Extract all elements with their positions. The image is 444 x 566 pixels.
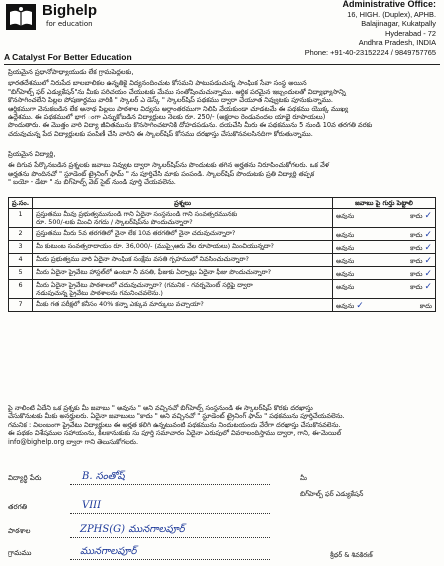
school-label: పాఠశాల xyxy=(8,527,31,535)
question-cell xyxy=(33,241,333,254)
tagline: A Catalyst For Better Education xyxy=(4,52,132,62)
table-row xyxy=(9,254,436,267)
col-header-answer: జవాబు పై గుర్తు పెట్టాలి xyxy=(333,198,436,209)
question-cell xyxy=(33,299,333,312)
village-label: గ్రామము xyxy=(8,549,32,557)
office-phone: Phone: +91-40-23152224 / 9849757765 xyxy=(304,47,436,57)
row-number: 4 xyxy=(9,254,33,267)
office-line: Andhra Pradesh, INDIA xyxy=(358,38,436,48)
row-number: 2 xyxy=(9,228,33,241)
tick-mark-icon: ✓ xyxy=(424,269,432,279)
answer-yes: అవును xyxy=(336,257,355,265)
footer-notes xyxy=(8,404,436,446)
intro-line: చదువుచున్న పేద విద్యార్థులకు పంపిణీ చేసి వారిని ఈ స్కాలర్‌షిప్ కోసము దరఖాస్తు చేసుకొనవలసినదిగా కోరుతున్నాము. xyxy=(8,129,313,138)
note-line: చేసుకొనుటకు మీకు అనర్హులరు. ఏదైనా జవాబులు "కాదు " అని వచ్చినచో " స్టూడెంట్ ట్రైనింగ్ ఫామ్ " పథకమును పూర్తిచేయవలెను. xyxy=(8,412,345,421)
answer-cell[interactable] xyxy=(333,228,436,241)
table-row xyxy=(9,209,436,228)
note-line: పై నాలింటి ఏదేని ఒక ప్రశ్నకు మీ జవాబు " అవును " అని వచ్చినచో బిగ్‌హెల్ప్ సంస్థనుండి ఈ స్కాలర్‌షిప్ కొరకు దరఖాస్తు xyxy=(8,404,313,412)
question-text: రూ. 500/-లకు మించి నగదు / స్కాలర్‌షిప్‌ను పొందుచున్నారా? xyxy=(36,218,193,226)
question-text: నడుపుచున్న ప్రైవేటు పాఠశాలను గమనించవలెను.) xyxy=(36,289,163,297)
village-field[interactable]: మునగాలపూర్ xyxy=(80,546,137,557)
school-line xyxy=(70,537,270,538)
answer-yes: అవును ✓ xyxy=(336,301,364,311)
class-label: తరగతి xyxy=(8,503,28,511)
question-text: మీకు గత పరీక్షలో కనీసం 40% కన్నా ఎక్కువ మార్కులు వచ్చాయా? xyxy=(36,300,204,308)
tick-mark-icon: ✓ xyxy=(424,243,432,253)
org-line: బిగ్‌హెల్ప్ ఫర్ ఎడ్యుకేషన్ xyxy=(300,490,364,498)
student-line: " బయో - డేటా " ను బిగ్‌హెల్ప్ వెబ్ సైట్ నుండి పూర్తి చేయవలెను. xyxy=(8,178,176,187)
class-field[interactable]: VIII xyxy=(82,500,102,511)
answer-yes: అవును xyxy=(336,283,355,291)
question-text: మీరు ఏదైనా ప్రైవేటు హాస్టల్‌లో ఉంటూ నీ వసతి, ఫీజుకు ఏర్పాట్లు ఏదైనా ఫీజు పొందుచున్నారా? xyxy=(36,268,272,276)
student-line: ఈ దిగువ పేర్కొనబడిన ప్రశ్నలకు జవాబు నివ్వుట ద్వారా స్కాలర్‌షిప్‌ను పొందుటకు తగిన అర్హతను నిరూపించుకోగలరు. ఒక వేళ xyxy=(8,161,330,170)
answer-no: కాదు ✓ xyxy=(410,230,432,240)
row-number: 3 xyxy=(9,241,33,254)
signatory-names: శ్రీధర్ & శివకిరణ్ xyxy=(330,551,373,559)
header-divider xyxy=(4,64,440,65)
question-cell xyxy=(33,228,333,241)
answer-cell[interactable] xyxy=(333,209,436,228)
name-field[interactable]: B. సంతోష్ xyxy=(82,471,125,482)
question-text: ప్రస్తుతము మీవు ప్రభుత్వమునుండి గాని ఏదైనా సంస్థనుండి గాని సంవత్సరమునకు xyxy=(36,210,238,218)
letterhead xyxy=(0,0,444,66)
answer-no: కాదు ✓ xyxy=(410,282,432,292)
intro-section xyxy=(8,68,436,138)
question-text: ప్రస్తుతము మీరు 5వ తరగతిలో నైనా లేక 10వ తరగతిలో నైనా చదువుచున్నారా? xyxy=(36,229,236,237)
row-number: 7 xyxy=(9,299,33,312)
answer-yes: అవును xyxy=(336,244,355,252)
table-header-row xyxy=(9,198,436,209)
row-number: 1 xyxy=(9,209,33,228)
col-header-questions: ప్రశ్నలు xyxy=(33,198,333,209)
intro-line: ఉద్దేశము. ఈ పథకములో భాగ ంగా ఎన్నుకోబడిన విద్యార్థులు నెలకు రూ. 250/- (అక్షరాల రెండువందల యాభై రూపాయలు) xyxy=(8,113,326,122)
office-line: Balajinagar, Kukatpally xyxy=(361,19,436,29)
col-header-number: ప్ర.సం. xyxy=(9,198,33,209)
office-address xyxy=(305,0,436,58)
question-text: మీరు ఏదైనా ప్రైవేటు పాఠశాలలో చదువుచున్నారా? (గమనిక - గవర్నమెంట్ సర్టిఫై ద్వారా xyxy=(36,281,253,289)
table-row xyxy=(9,241,436,254)
answer-yes: అవును xyxy=(336,270,355,278)
open-book-logo-icon xyxy=(6,4,36,30)
name-label: విద్యార్థి పేరు xyxy=(8,474,42,482)
office-line: 16, HIGH. (Duplex), APHB. xyxy=(347,9,436,19)
office-line: Hyderabad - 72 xyxy=(385,28,436,38)
name-line xyxy=(70,484,270,485)
student-greeting: ప్రియమైన విద్యార్థి, xyxy=(8,150,56,158)
student-line: అర్హతను పొందినచో " స్టూడెంట్ ట్రైనింగ్ ఫామ్ " ను పూర్తిచేసి మాకు పంపండి. స్కాలర్‌షిప్ పొందుటకు ప్రతి విద్యార్థి తప్పక xyxy=(8,169,315,178)
tick-mark-icon: ✓ xyxy=(424,211,432,221)
table-row xyxy=(9,228,436,241)
intro-line: "బిగ్‌హెల్ప్ ఫర్ ఎడ్యుకేషన్"ను మీకు పరిచయం చేయుటకు మేము సంతోషించుచున్నాము. ఆర్థిక పరమైన ఇబ్బందులతో విద్యాభ్యాసాన్ని xyxy=(8,87,346,96)
question-text: మీరు ప్రభుత్వము వారి ఏదైనా సాంఘిక సంక్షేమ వసతి గృహములో నివసించుచున్నారా? xyxy=(36,255,249,263)
village-line xyxy=(70,559,270,560)
eligibility-table xyxy=(8,197,436,312)
intro-line: పొందుతారు. ఈ మొత్తం వారి విద్యా జీవితమును కొనసాగించటానికి దోహదపడును. దయచేసి మీరు ఈ పథకమును 5 నుండి 10వ తరగతి వరకు xyxy=(8,121,373,130)
answer-cell[interactable] xyxy=(333,299,436,312)
question-text: మీ కుటుంబ సంవత్సరాదాయం రూ. 36,000/- (ముప్పైఆరు వేల రూపాయలు) మించియున్నదా? xyxy=(36,242,274,250)
table-row xyxy=(9,280,436,299)
answer-no: కాదు ✓ xyxy=(410,256,432,266)
intro-line: కొనసాగించలేని పిల్లల పోషణార్థము వారికి " స్కాలర్ ఎ డెస్క్ " స్కాలర్‌షిప్ పథకము ద్వారా చేయూత నివ్వుటకు పూనుకున్నాము. xyxy=(8,96,333,105)
regards-label: మీ xyxy=(300,474,307,482)
tick-mark-icon: ✓ xyxy=(424,230,432,240)
brand-subtitle: for education xyxy=(46,20,93,28)
tick-mark-icon: ✓ xyxy=(424,282,432,292)
answer-no: కాదు ✓ xyxy=(410,269,432,279)
answer-cell[interactable] xyxy=(333,241,436,254)
question-cell xyxy=(33,209,333,228)
answer-no: కాదు xyxy=(419,302,432,310)
intro-line: భారతదేశములో నిరుపేద బాలబాలికల ఉన్నతికై విద్యనందించుట కోసమని పాటుపడుచున్న సాంఘిక సేవా సంస్థ అయిన xyxy=(8,79,307,88)
answer-no: కాదు ✓ xyxy=(410,243,432,253)
answer-yes: అవును xyxy=(336,212,355,220)
answer-cell[interactable] xyxy=(333,280,436,299)
answer-no: కాదు ✓ xyxy=(410,211,432,221)
intro-line: ఆర్థికముగా వెనుకబడిన లేక అనాథ పిల్లలు పాఠశాల విద్యను అర్థాంతరముగా నిలిపి వేయకుండా చూడటమే ఈ పథకము యొక్క ముఖ్య xyxy=(8,104,349,113)
student-section xyxy=(8,150,436,187)
tick-mark-icon: ✓ xyxy=(424,256,432,266)
table-row xyxy=(9,267,436,280)
class-line xyxy=(70,513,270,514)
question-cell xyxy=(33,280,333,299)
answer-yes: అవును xyxy=(336,231,355,239)
row-number: 6 xyxy=(9,280,33,299)
row-number: 5 xyxy=(9,267,33,280)
tick-mark-icon: ✓ xyxy=(356,301,364,311)
note-line: ఈ పథకం విశేషముల సహాయంను, కీలకానుకుకు సు పూర్తి సమాచారం ఏదైనా ఎరుపులో వివరాలందిస్తాము ద్వారా, గాని, ఈ-మెయిల్ xyxy=(8,429,342,438)
office-title: Administrative Office: xyxy=(342,0,436,9)
note-line: గమనిక : విలంబంగా ప్రైవేటు విద్యార్థులు ఈ అర్హత కలిగి ఉన్నటువంటి పథకమును నిందుటయందు వేరేగా దరఖాస్తు చేసుకొనవలెను. xyxy=(8,420,341,429)
answer-cell[interactable] xyxy=(333,267,436,280)
brand-name: Bighelp xyxy=(42,2,97,19)
school-field[interactable]: ZPHS(G) మునగాలపూర్ xyxy=(80,524,185,535)
table-row xyxy=(9,299,436,312)
answer-cell[interactable] xyxy=(333,254,436,267)
intro-greeting: ప్రియమైన ప్రధానోపాధ్యాయుడు లేక గ్రామపెద్దలకు, xyxy=(8,68,134,76)
question-cell xyxy=(33,254,333,267)
question-cell xyxy=(33,267,333,280)
note-line: info@bighelp.org ద్వారా గాని తెలుసుకోగలరు. xyxy=(8,437,139,446)
